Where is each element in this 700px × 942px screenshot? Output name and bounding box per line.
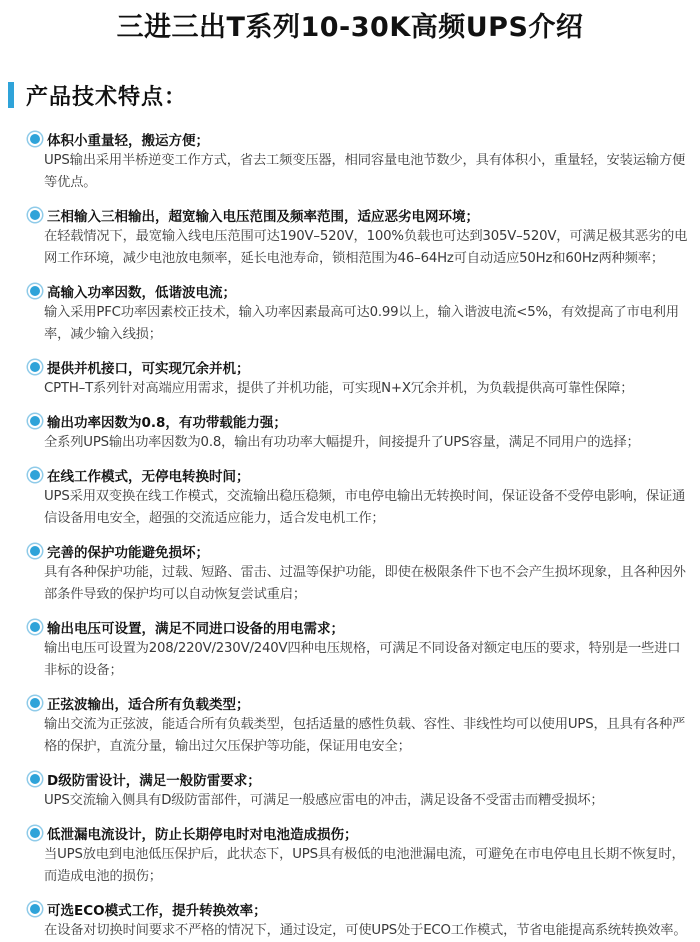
bullet-icon — [30, 698, 40, 708]
feature-description: 具有各种保护功能，过载、短路、雷击、过温等保护功能，即使在极限条件下也不会产生损坏现象，且各种因外部条件导致的保护均可以自动恢复尝试重启； — [44, 565, 686, 602]
feature-description: 当UPS放电到电池低压保护后，此状态下，UPS具有极低的电池泄漏电流，可避免在市电停电且长期不恢复时，而造成电池的损伤； — [44, 847, 685, 884]
section-accent-bar — [8, 82, 14, 108]
feature-head — [28, 356, 690, 378]
feature-head — [28, 410, 690, 432]
feature-head — [28, 692, 690, 714]
feature-item — [28, 464, 690, 530]
feature-description: 输出电压可设置为208/220V/230V/240V四种电压规格，可满足不同设备对额定电压的要求，特别是一些进口非标的设备； — [44, 641, 681, 678]
feature-head — [28, 616, 690, 638]
bullet-icon — [30, 286, 40, 296]
bullet-icon — [30, 774, 40, 784]
feature-title: 可选ECO模式工作，提升转换效率； — [47, 903, 267, 919]
feature-item — [28, 616, 690, 682]
bullet-icon — [30, 546, 40, 556]
bullet-icon — [30, 362, 40, 372]
feature-item — [28, 356, 690, 400]
feature-description: UPS交流输入侧具有D级防雷部件，可满足一般感应雷电的冲击，满足设备不受雷击而糟受损坏； — [44, 793, 604, 808]
feature-description: 在轻载情况下，最宽输入线电压范围可达190V–520V，100%负载也可达到305V–520V，可满足极其恶劣的电网工作环境，减少电池放电频率，延长电池寿命，锁相范围为46–64Hz可自动适应50Hz和60Hz两种频率； — [44, 229, 688, 266]
feature-item — [28, 410, 690, 454]
feature-title: 输出功率因数为0.8，有功带载能力强； — [47, 415, 287, 431]
feature-title: 提供并机接口，可实现冗余并机； — [47, 361, 250, 377]
feature-title: 高输入功率因数，低谐波电流； — [47, 285, 236, 301]
feature-head — [28, 280, 690, 302]
feature-list — [28, 128, 690, 942]
bullet-icon — [30, 622, 40, 632]
feature-description: UPS输出采用半桥逆变工作方式，省去工频变压器，相同容量电池节数少，具有体积小，重量轻，安装运输方便等优点。 — [44, 153, 686, 190]
feature-head — [28, 898, 690, 920]
feature-item — [28, 204, 690, 270]
feature-head — [28, 822, 690, 844]
feature-item — [28, 540, 690, 606]
feature-head — [28, 128, 690, 150]
feature-item — [28, 280, 690, 346]
feature-title: D级防雷设计，满足一般防雷要求； — [47, 773, 261, 789]
feature-item — [28, 822, 690, 888]
feature-head — [28, 204, 690, 226]
feature-description: 在设备对切换时间要求不严格的情况下，通过设定，可使UPS处于ECO工作模式，节省电能提高系统转换效率。 — [44, 923, 687, 938]
bullet-icon — [30, 416, 40, 426]
feature-description: 全系列UPS输出功率因数为0.8，输出有功功率大幅提升，间接提升了UPS容量，满足不同用户的选择； — [44, 435, 640, 450]
feature-title: 完善的保护功能避免损坏； — [47, 545, 209, 561]
page-title: 三进三出T系列10-30K高频UPS介绍 — [116, 12, 584, 43]
feature-description: CPTH–T系列针对高端应用需求，提供了并机功能，可实现N+X冗余并机，为负载提供高可靠性保障； — [44, 381, 634, 396]
bullet-icon — [30, 904, 40, 914]
feature-description: 输入采用PFC功率因素校正技术，输入功率因素最高可达0.99以上，输入谐波电流<5%，有效提高了市电利用率，减少输入线损； — [44, 305, 679, 342]
bullet-icon — [30, 210, 40, 220]
section-title: 产品技术特点： — [26, 84, 188, 110]
feature-title: 体积小重量轻，搬运方便； — [47, 133, 209, 149]
bullet-icon — [30, 470, 40, 480]
feature-head — [28, 540, 690, 562]
feature-title: 输出电压可设置，满足不同进口设备的用电需求； — [47, 621, 344, 637]
section-header — [8, 78, 187, 112]
feature-item — [28, 128, 690, 194]
feature-description: UPS采用双变换在线工作模式，交流输出稳压稳频，市电停电输出无转换时间，保证设备不受停电影响，保证通信设备用电安全，超强的交流适应能力，适合发电机工作； — [44, 489, 686, 526]
feature-title: 三相输入三相输出，超宽输入电压范围及频率范围，适应恶劣电网环境； — [47, 209, 479, 225]
feature-item — [28, 692, 690, 758]
feature-title: 低泄漏电流设计，防止长期停电时对电池造成损伤； — [47, 827, 358, 843]
feature-head — [28, 768, 690, 790]
feature-title: 正弦波输出，适合所有负载类型； — [47, 697, 250, 713]
feature-item — [28, 898, 690, 942]
feature-title: 在线工作模式，无停电转换时间； — [47, 469, 250, 485]
feature-description: 输出交流为正弦波，能适合所有负载类型，包括适量的感性负载、容性、非线性均可以使用UPS，且具有各种严格的保护，直流分量，输出过欠压保护等功能，保证用电安全； — [44, 717, 686, 754]
feature-head — [28, 464, 690, 486]
bullet-icon — [30, 134, 40, 144]
bullet-icon — [30, 828, 40, 838]
feature-item — [28, 768, 690, 812]
